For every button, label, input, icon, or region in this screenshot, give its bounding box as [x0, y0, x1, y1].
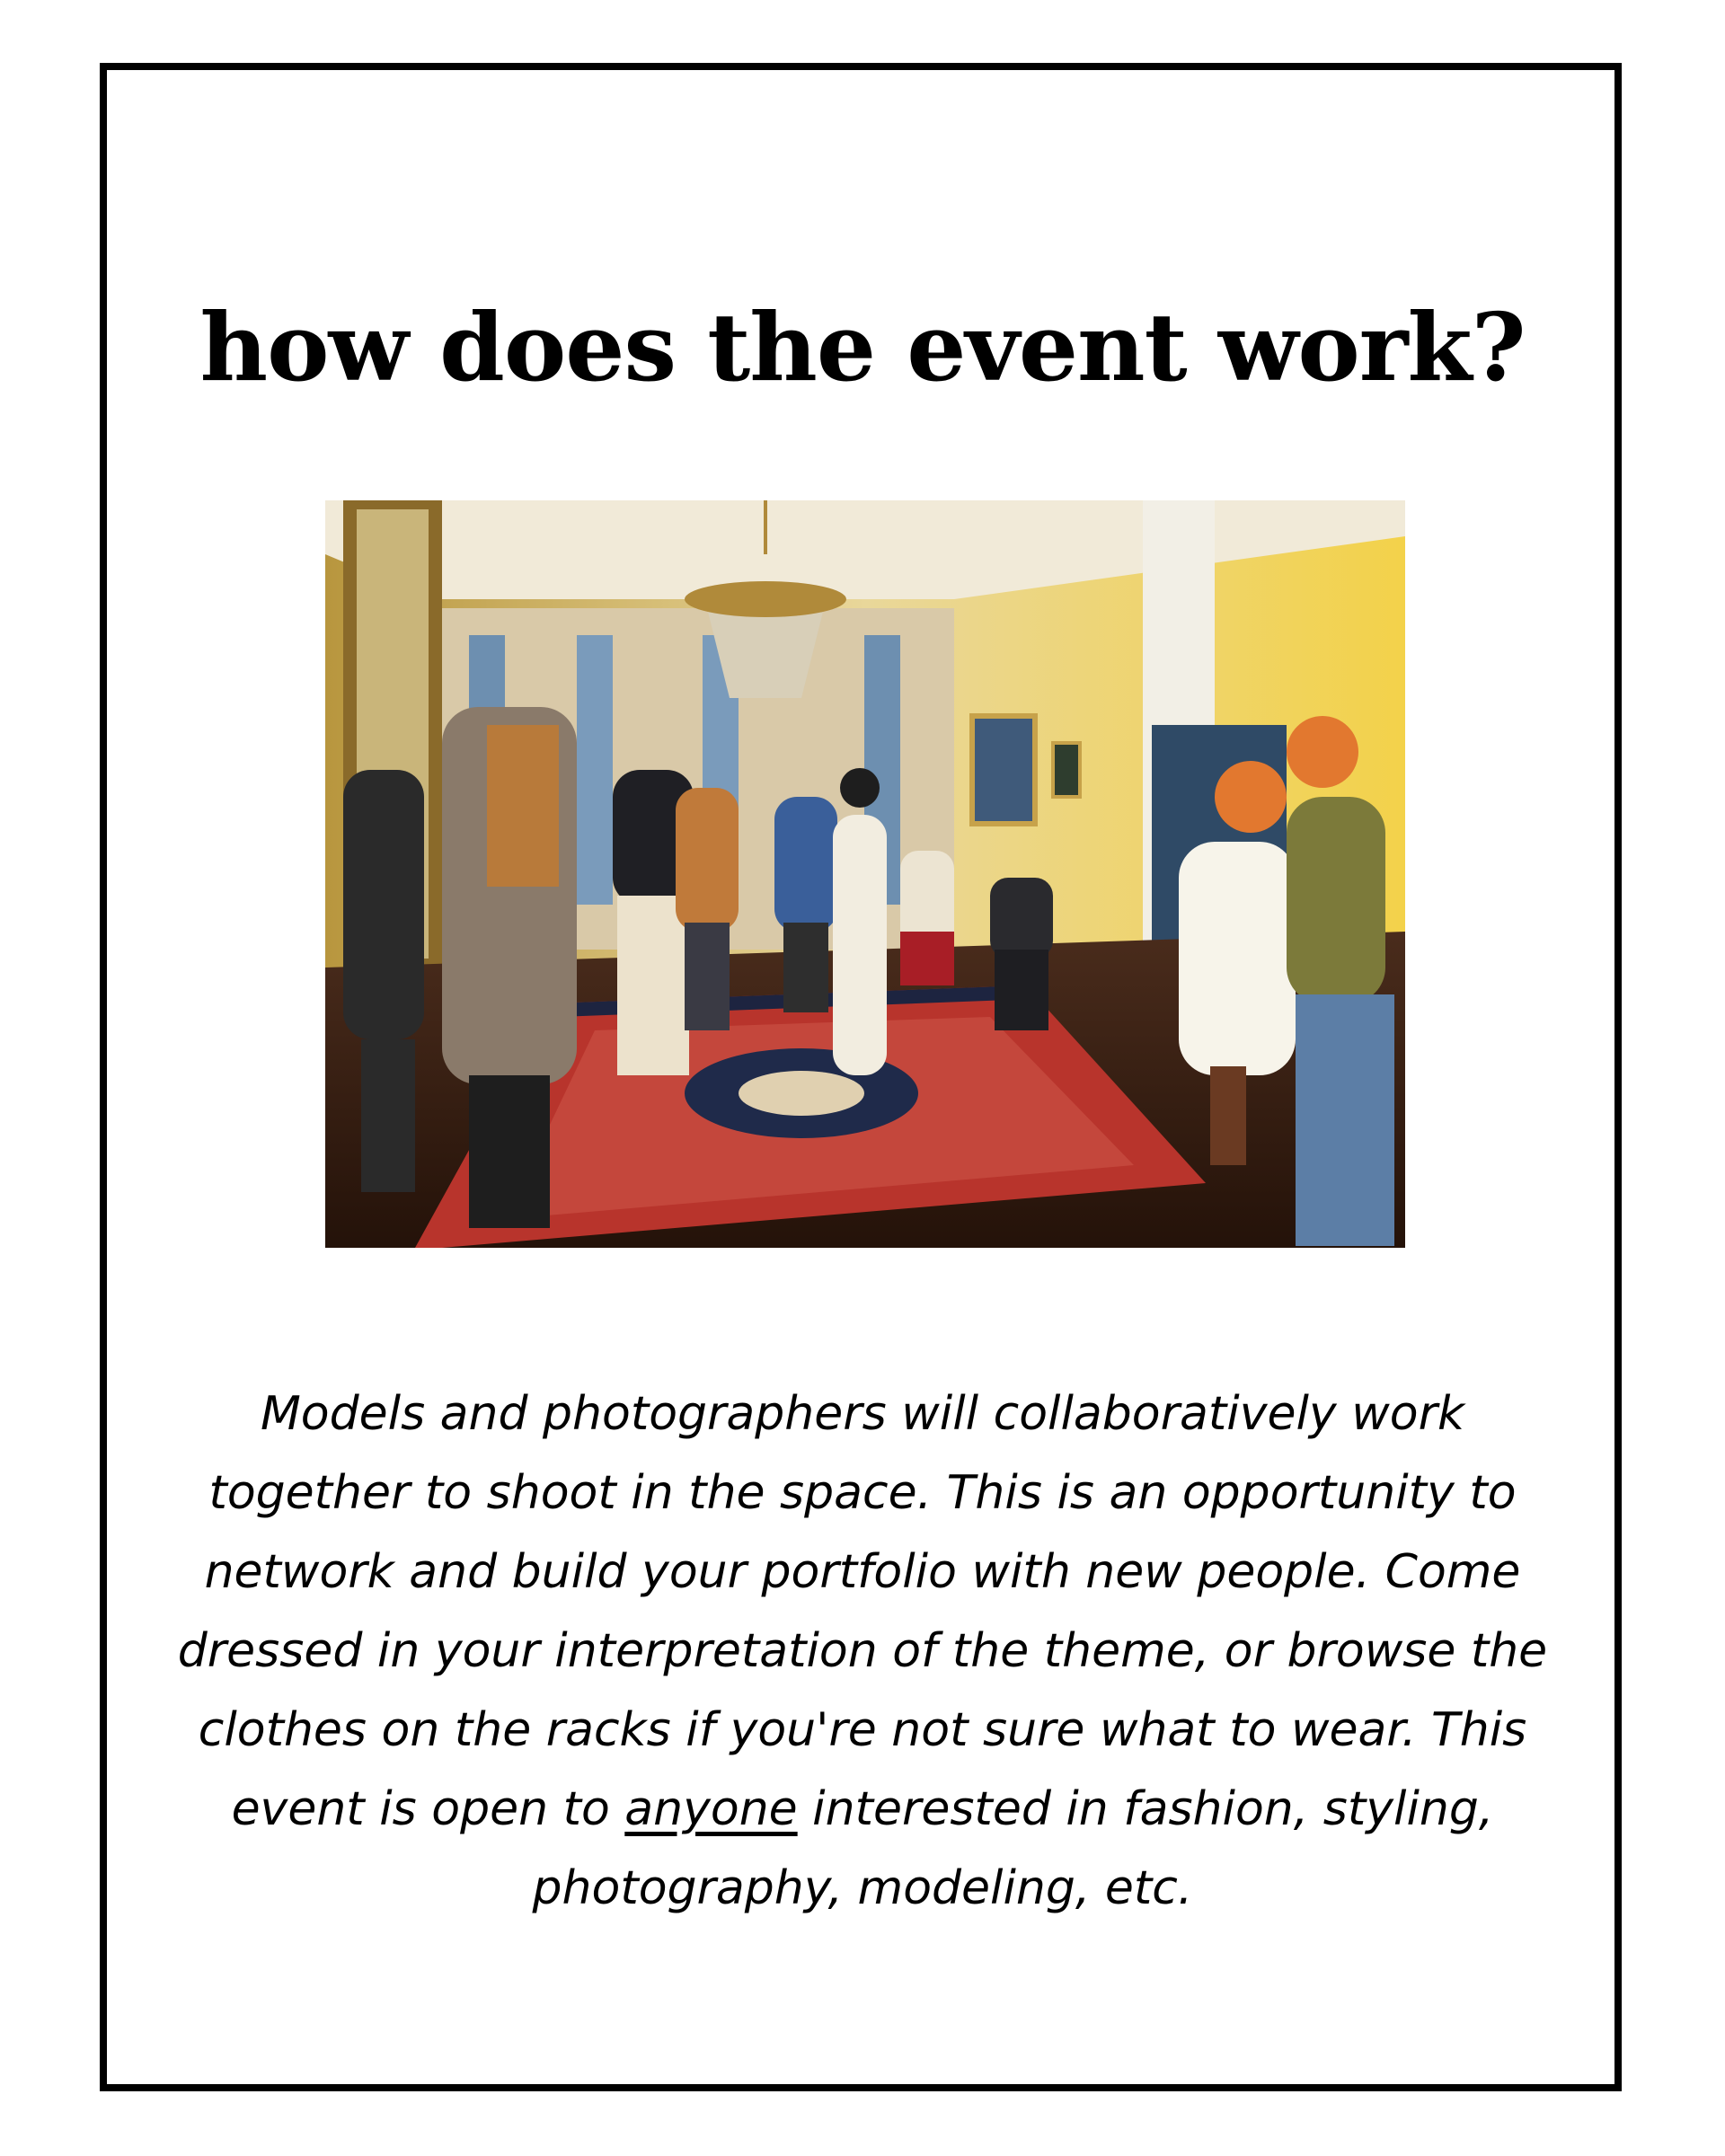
- event-description: [162, 1374, 1563, 1928]
- description-part-1: Models and photographers will collaboratively work together to shoot in the space. This is an opportunity to network and build your portfolio with new people. Come dressed in your interpretation of the theme, or browse the clothes on the racks if you're not sure what to wear. This event is open to: [177, 1387, 1548, 1836]
- photo-illustration: [325, 500, 1405, 1248]
- emphasis-anyone: anyone: [624, 1782, 798, 1836]
- page-title: how does the event work?: [199, 292, 1526, 402]
- event-photo: [325, 500, 1405, 1248]
- description-part-2: interested in fashion, styling, photography, modeling, etc.: [532, 1782, 1494, 1915]
